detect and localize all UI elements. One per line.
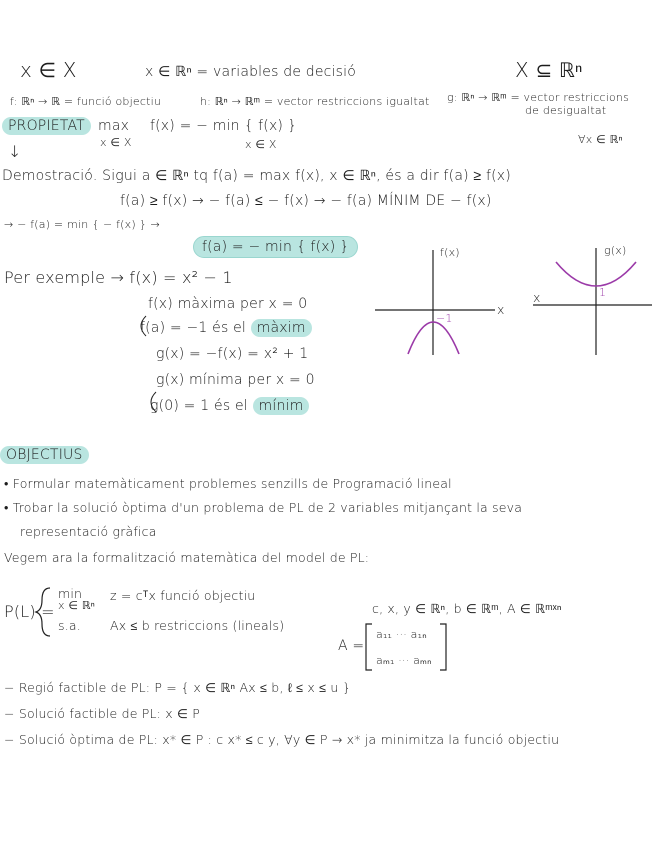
highlight-maxim: màxim	[251, 319, 312, 337]
objectives-tag: OBJECTIUS	[0, 446, 89, 464]
property-max-subscript: x ∈ X	[100, 136, 132, 149]
matrix-row-2: aₘ₁ ··· aₘₙ	[376, 654, 432, 667]
feasible-set-notation: X ⊆ ℝⁿ	[515, 58, 583, 82]
objective-function-def: f: ℝⁿ → ℝ = funció objectiu	[10, 95, 162, 108]
property-tag: PROPIETAT	[2, 117, 91, 135]
graph2-x-label: x	[533, 290, 541, 305]
matrix-row-1: a₁₁ ··· a₁ₙ	[376, 628, 427, 641]
objective-bullet-2b: representació gràfica	[20, 524, 157, 539]
pl-lhs: P(L) =	[4, 602, 55, 621]
proof-line-1: Demostració. Sigui a ∈ ℝⁿ tq f(a) = max f(x), x ∈ ℝⁿ, és a dir f(a) ≥ f(x)	[2, 168, 511, 184]
graph1-x-label: x	[497, 302, 505, 317]
pl-objective: z = cᵀx funció objectiu	[110, 588, 256, 603]
pl-constraints: Ax ≤ b restriccions (lineals)	[110, 618, 285, 633]
pl-min: min	[58, 586, 83, 601]
graph2-label: g(x)	[604, 244, 627, 257]
matrix-label: A =	[338, 638, 365, 654]
pl-sets: c, x, y ∈ ℝⁿ, b ∈ ℝᵐ, A ∈ ℝᵐˣⁿ	[372, 601, 562, 616]
decision-set-notation: x ∈ X	[20, 58, 77, 82]
inequality-constraints-def-2: de desigualtat	[525, 104, 607, 117]
property-equation: f(x) = − min { f(x) }	[150, 118, 297, 134]
property-min-subscript: x ∈ X	[245, 138, 277, 151]
objective-bullet-1: • Formular matemàticament problemes senzills de Programació lineal	[4, 476, 452, 491]
example-line-5-text: g(0) = 1 és el	[150, 398, 248, 414]
proof-line-2: f(a) ≥ f(x) → − f(a) ≤ − f(x) → − f(a) MÍNIM DE − f(x)	[120, 193, 492, 209]
example-line-4: g(x) mínima per x = 0	[156, 372, 315, 388]
forall-note: ∀x ∈ ℝⁿ	[578, 133, 623, 146]
equality-constraints-def: h: ℝⁿ → ℝᵐ = vector restriccions igualtat	[200, 95, 430, 108]
formalization-intro: Vegem ara la formalització matemàtica del model de PL:	[4, 550, 370, 565]
pl-subject-to: s.a.	[58, 618, 81, 633]
example-line-2-text: f(a) = −1 és el	[140, 320, 247, 336]
definition-optimal-solution: − Solució òptima de PL: x* ∈ P : c x* ≤ c y, ∀y ∈ P → x* ja minimitza la funció objectiu	[4, 732, 560, 747]
boxed-result: f(a) = − min { f(x) }	[193, 236, 358, 258]
highlight-minim: mínim	[253, 397, 310, 415]
decision-variables-def: x ∈ ℝⁿ = variables de decisió	[145, 64, 357, 80]
graph1-point: −1	[436, 312, 453, 325]
proof-line-3: → − f(a) = min { − f(x) } →	[4, 218, 160, 231]
example-line-3: g(x) = −f(x) = x² + 1	[156, 346, 309, 362]
pl-min-subscript: x ∈ ℝⁿ	[58, 599, 96, 612]
example-heading: Per exemple → f(x) = x² − 1	[4, 268, 233, 287]
down-arrow: ↓	[8, 142, 22, 161]
graph1-label: f(x)	[440, 246, 460, 259]
inequality-constraints-def: g: ℝⁿ → ℝᵐ = vector restriccions	[447, 91, 630, 104]
objective-bullet-2: • Trobar la solució òptima d'un problema de PL de 2 variables mitjançant la seva	[4, 500, 523, 515]
example-line-1: f(x) màxima per x = 0	[148, 296, 308, 312]
definition-feasible-solution: − Solució factible de PL: x ∈ P	[4, 706, 201, 721]
definition-feasible-region: − Regió factible de PL: P = { x ∈ ℝⁿ Ax ≤ b, ℓ ≤ x ≤ u }	[4, 680, 351, 695]
property-max: max	[98, 118, 130, 134]
graph2-point: 1	[599, 286, 607, 299]
